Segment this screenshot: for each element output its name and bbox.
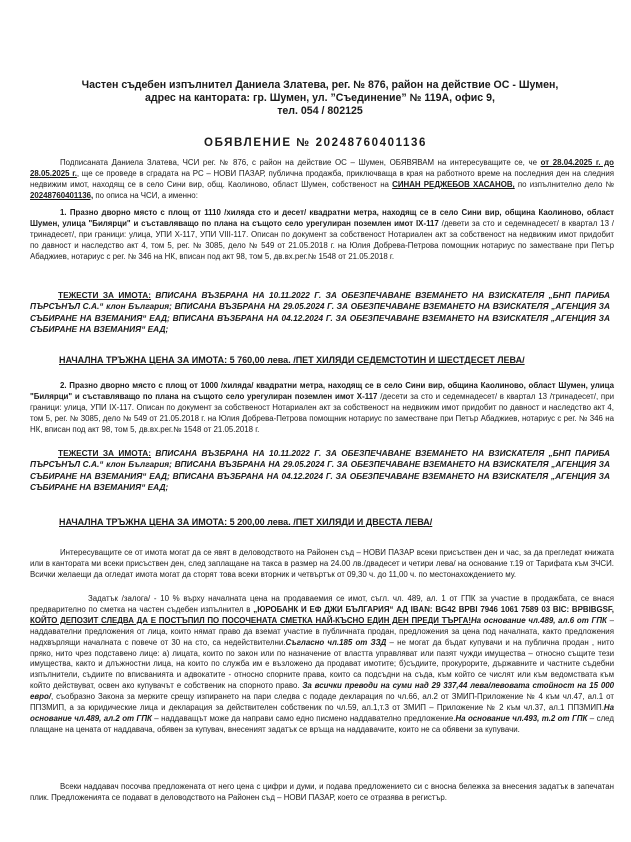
article-185: Съгласно чл.185 от ЗЗД — [285, 637, 387, 647]
property-2-body: /десети за сто и седемнадесет/ в квартал 13 /тринадесет/, при граници: улица, УПИ IX-117. Описан по документ за собственост Нотариален акт за собственост на недвижим имот придобит по давност и наследство акт 4, том 5, рег. № 3085, дело № 549 от 21.05.2018 г. на Юлия Добрева-Петрова помощник нотариус по заместване при Петър Абаджиев, нотариус с рег. № 346 на НК, вписан под акт 98, том 5, дв.вх.рег.№ 1548 от 21.05.2018 г. — [30, 391, 614, 434]
deposit-text-b: – наддавателни предложения от лица, които нямат право да вземат участие в публичната продан, предложения за цена под началната, както предложения надхвърлящи началната с повече от 30 на сто, са недействителни. — [30, 615, 614, 647]
property-1-price-words: /ПЕТ ХИЛЯДИ СЕДЕМСТОТИН И ШЕСТДЕСЕТ ЛЕВА/ — [290, 355, 525, 365]
article-489-6: На основание чл.489, ал.6 от ГПК — [470, 615, 607, 625]
deposit-paragraph — [30, 594, 614, 736]
property-1-price-label: НАЧАЛНА ТРЪЖНА ЦЕНА ЗА ИМОТА: 5 760,00 лева. — [59, 355, 291, 365]
article-489-2: На основание чл.489, ал.2 от ГПК — [30, 703, 614, 723]
case-number: 20248760401136, — [30, 190, 94, 200]
transfer-limit: За всички преводи на суми над 29 337,44 лева/левовата стойност на 15 000 евро/ — [30, 681, 614, 702]
deposit-text-d: , съобразно Закона за мерките срещу изпирането на пари следва с подаде декларация по чл.66, ал.2 от ЗМИП-Приложение № 4 към чл.47, ал.1 от ППЗМИП, а за юридические лица и декларация за действителен собственик по чл.59, ал.1,т.3 от ЗМИП – Приложение № 2 към чл.37, ал.1 ППЗМИП. — [30, 692, 614, 713]
property-1-description — [30, 208, 614, 263]
property-2-burdens-label: ТЕЖЕСТИ ЗА ИМОТА: — [58, 448, 152, 458]
property-2-price-label: НАЧАЛНА ТРЪЖНА ЦЕНА ЗА ИМОТА: 5 200,00 лева. — [59, 517, 291, 527]
property-1-burdens-label: ТЕЖЕСТИ ЗА ИМОТА: — [58, 290, 152, 300]
deposit-deadline-note: КОЙТО ДЕПОЗИТ СЛЕДВА ДА Е ПОСТЪПИЛ ПО ПОСОЧЕНАТА СМЕТКА НАЙ-КЪСНО ЕДИН ДЕН ПРЕДИ ТЪРГА! — [30, 615, 471, 625]
property-2-starting-price — [59, 517, 432, 527]
debtor-name: СИНАН РЕДЖЕБОВ ХАСАНОВ, — [392, 179, 515, 189]
deposit-text-f: – след плащане на цената от наддавача, обявен за купувач, внесеният задатък се връща на наддавачите, които не са обявени за купувачи. — [30, 713, 614, 734]
article-493: На основание чл.493, т.2 от ГПК — [455, 713, 588, 723]
bailiff-header-line2: адрес на кантората: гр. Шумен, ул. ”Съединение” № 119А, офис 9, — [145, 92, 495, 104]
property-2-price-words: /ПЕТ ХИЛЯДИ И ДВЕСТА ЛЕВА/ — [290, 517, 433, 527]
property-1-starting-price — [59, 355, 525, 365]
sale-dates: от 28.04.2025 г. до 28.05.2025 г. — [30, 158, 615, 178]
property-1-burdens-text: ВПИСАНА ВЪЗБРАНА НА 10.11.2022 Г. ЗА ОБЕЗПЕЧАВАНЕ ВЗЕМАНЕТО НА ВЗИСКАТЕЛЯ „БНП ПАРИБА ПЪРСЪНЪЛ С.А.“ клон България; ВПИСАНА ВЪЗБРАНА НА 29.05.2024 Г. ЗА ОБЕЗПЕЧАВАНЕ ВЗЕМАНЕТО НА ВЗИСКАТЕЛЯ „АГЕНЦИЯ ЗА СЪБИРАНЕ НА ВЗЕМАНИЯ“ ЕАД; ВПИСАНА ВЪЗБРАНА НА 04.12.2024 Г. ЗА ОБЕЗПЕЧАВАНЕ ВЗЕМАНЕТО НА ВЗИСКАТЕЛЯ „АГЕНЦИЯ ЗА СЪБИРАНЕ НА ВЗЕМАНИЯ“ ЕАД; — [30, 290, 610, 335]
property-2-heading: 2. Празно дворно място с площ от 1000 /хиляда/ квадратни метра, находящ се в село Сини вир, община Каолиново, област Шумен, улица "Билярци" и съставляващо по плана на същото село урегулиран поземлен имот X-117 — [30, 381, 614, 401]
deposit-text-c: – не могат да бъдат купувачи и на публична продан , нито пряко, нито чрез подставено лице: а) лицата, които по закон или по назначение от властта управляват или пазят чужди имущества – относно същите тези имущества, както и длъжностни лица, на които по служба им е възложено да продават имотите; б)съдиите, прокурорите, държавните и частните съдебни изпълнители, съдиите по вписванията и адвокатите - относно спорните права, които са подсъдни на съда, към който се числят или към ведомствата към който действуват, освен ако купувачът е собственик на спорното право. — [30, 637, 614, 691]
announcement-title: ОБЯВЛЕНИЕ № 20248760401136 — [204, 137, 427, 149]
intro-text-a: Подписаната Даниела Златева, ЧСИ рег. № 876, с район на действие ОС – Шумен, ОБЯВЯВАМ на интересуващите се, че — [60, 158, 541, 167]
property-1-heading: 1. Празно дворно място с площ от 1110 /хиляда сто и десет/ квадратни метра, находящ се в село Сини вир, община Каолиново, област Шумен, улица "Билярци" и съставляващо по плана на същото село урегулиран поземлен имот IX-117 — [30, 208, 614, 228]
bank-account: „ЮРОБАНК И ЕФ ДЖИ БЪЛГАРИЯ“ АД IBAN: BG42 BPBI 7946 1061 7589 03 BIC: BPBIBGSF, — [253, 604, 614, 614]
bailiff-header-line1: Частен съдебен изпълнител Даниела Златева, рег. № 876, район на действие ОС - Шумен, — [81, 79, 559, 91]
closing-paragraph: Всеки наддавач посочва предложената от него цена с цифри и думи, и подава предложението си с вносна бележка за внесения задатък в запечатан плик. Предложенията се подават в деловодството на Районен съд – НОВИ ПАЗАР, което се отразява в регистър. — [30, 782, 614, 802]
property-1-burdens — [30, 290, 610, 336]
property-2-burdens — [30, 448, 610, 494]
property-2-description — [30, 381, 614, 436]
viewing-paragraph: Интересуващите се от имота могат да се явят в деловодството на Районен съд – НОВИ ПАЗАР всеки присъствен ден и час, за да прегледат книжата или в кантората ми всеки присъствен ден, след заплащане на такса в размер на 24.00 лв./двадесет и четири лева/ на основание т.19 от Тарифата към ЗЧСИ. Всички желаещи да огледат имота могат да сторят това всеки вторник и четвъртък от 09,30 ч. до 11,00 ч. по местонахождението му. — [30, 548, 614, 579]
intro-text-c: по изпълнително дело № — [514, 179, 615, 189]
deposit-text-a: Задатък /залога/ - 10 % върху началната цена на продаваемия се имот, съгл. чл. 489, ал. 1 от ГПК за участие в продажбата, се внася предварително по сметка на частен съдебен изпълнител в — [30, 594, 614, 614]
intro-text-d: по описа на ЧСИ, а именно: — [93, 190, 198, 200]
property-1-body: /девети за сто и седемнадесет/ в квартал 13 /тринадесет/, при граници: улица, УПИ X-117, УПИ VIII-117. Описан по документ за собственост Нотариален акт за собственост на недвижим имот придобит по давност и наследство акт 4, том 5, рег. № 3085, дело № 549 от 21.05.2018 г. на Юлия Добрева-Петрова помощник нотариус по заместване при Петър Абаджиев, нотариус с рег. № 346 на НК, вписан под акт 98, том 5, дв.вх.рег.№ 1548 от 21.05.2018 г. — [30, 218, 614, 261]
bailiff-header-phone: тел. 054 / 802125 — [277, 105, 363, 117]
deposit-text-e: – наддаващът може да направи само едно писмено наддавателно предложение. — [151, 713, 456, 723]
intro-paragraph — [30, 158, 614, 202]
intro-text-b: , ще се проведе в сградата на РС – НОВИ ПАЗАР, публична продажба, приключваща в края на работното време на последния ден на следния недвижим имот, находящ се в село Сини вир, общ. Каолиново, област Шумен, собственост на — [30, 168, 614, 189]
property-2-burdens-text: ВПИСАНА ВЪЗБРАНА НА 10.11.2022 Г. ЗА ОБЕЗПЕЧАВАНЕ ВЗЕМАНЕТО НА ВЗИСКАТЕЛЯ „БНП ПАРИБА ПЪРСЪНЪЛ С.А.“ клон България; ВПИСАНА ВЪЗБРАНА НА 29.05.2024 Г. ЗА ОБЕЗПЕЧАВАНЕ ВЗЕМАНЕТО НА ВЗИСКАТЕЛЯ „АГЕНЦИЯ ЗА СЪБИРАНЕ НА ВЗЕМАНИЯ“ ЕАД; ВПИСАНА ВЪЗБРАНА НА 04.12.2024 Г. ЗА ОБЕЗПЕЧАВАНЕ ВЗЕМАНЕТО НА ВЗИСКАТЕЛЯ „АГЕНЦИЯ ЗА СЪБИРАНЕ НА ВЗЕМАНИЯ“ ЕАД; — [30, 448, 610, 493]
